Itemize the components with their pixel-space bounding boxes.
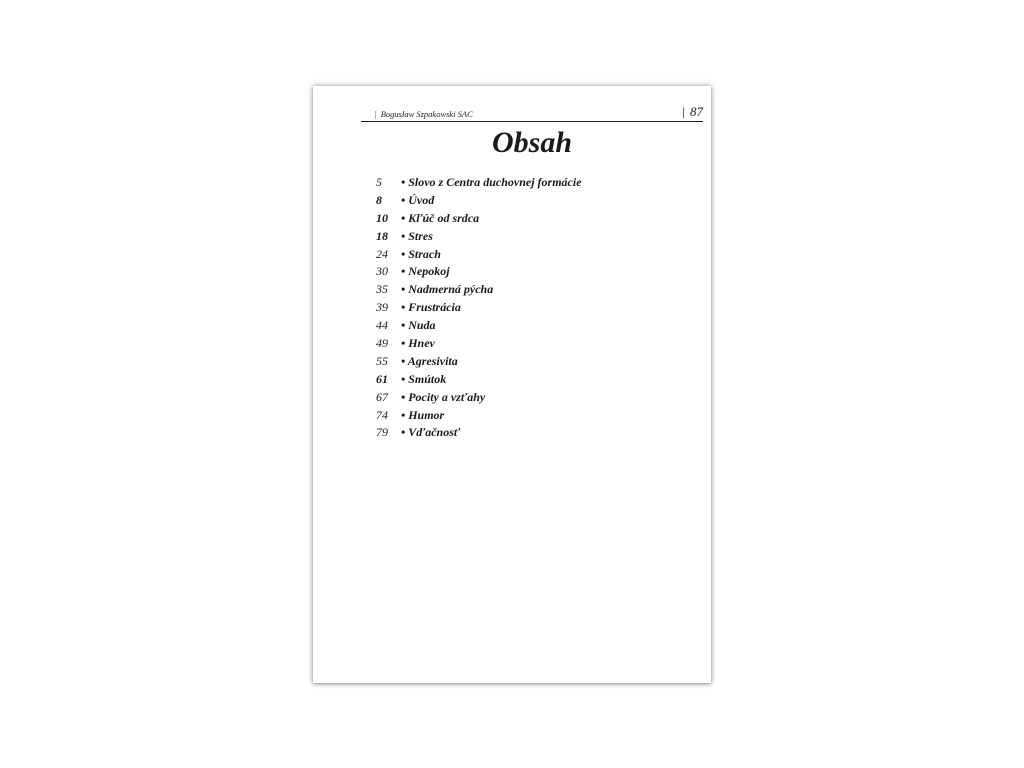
toc-page-number: 8 <box>376 192 382 207</box>
toc-page-number: 49 <box>376 336 388 351</box>
toc-page-number: 74 <box>376 407 388 422</box>
toc-chapter-title: • Agresivita <box>401 353 458 368</box>
toc-chapter-title: • Smútok <box>401 371 447 386</box>
toc-chapter-title: • Nuda <box>401 318 436 333</box>
toc-chapter-title: • Slovo z Centra duchovnej formácie <box>401 175 582 189</box>
toc-page-number: 39 <box>376 300 388 315</box>
toc-entry <box>376 389 582 407</box>
toc-page-number: 79 <box>376 425 388 440</box>
header-page-number: 87 <box>690 104 703 119</box>
header-author: Bogusław Szpakowski SAC <box>380 109 473 119</box>
header-separator: | <box>375 109 377 119</box>
toc-chapter-title: • Kľúč od srdca <box>401 210 480 225</box>
toc-entry <box>376 317 582 335</box>
book-page <box>313 86 711 683</box>
toc-page-number: 5 <box>376 175 382 189</box>
toc-chapter-title: • Nepokoj <box>401 264 450 279</box>
header-page-separator: | <box>682 104 685 119</box>
toc-entry <box>376 424 582 442</box>
page-title: Obsah <box>491 126 573 159</box>
toc-chapter-title: • Hnev <box>401 336 435 351</box>
toc-chapter-title: • Pocity a vzťahy <box>401 389 486 404</box>
toc-entry <box>376 263 582 281</box>
header-page-group <box>682 104 703 120</box>
toc-page-number: 44 <box>376 318 388 333</box>
toc-entry <box>376 299 582 317</box>
toc-entry <box>376 192 582 210</box>
toc-entry <box>376 353 582 371</box>
toc-page-number: 67 <box>376 389 388 404</box>
toc-entry <box>376 228 582 246</box>
toc-page-number: 30 <box>376 264 388 279</box>
toc-entry <box>376 335 582 353</box>
table-of-contents <box>376 174 582 442</box>
toc-entry <box>376 174 582 192</box>
toc-entry <box>376 281 582 299</box>
toc-chapter-title: • Stres <box>401 228 433 243</box>
toc-page-number: 61 <box>376 371 388 386</box>
toc-chapter-title: • Nadmerná pýcha <box>401 282 494 297</box>
toc-chapter-title: • Humor <box>401 407 445 422</box>
running-header <box>361 101 703 122</box>
toc-entry <box>376 371 582 389</box>
toc-chapter-title: • Úvod <box>401 192 435 207</box>
toc-page-number: 55 <box>376 353 388 368</box>
header-author-group <box>375 109 473 119</box>
toc-page-number: 35 <box>376 282 388 297</box>
toc-chapter-title: • Frustrácia <box>401 300 461 315</box>
toc-page-number: 18 <box>376 228 388 243</box>
toc-page-number: 10 <box>376 210 388 225</box>
toc-entry <box>376 246 582 264</box>
toc-entry <box>376 407 582 425</box>
toc-chapter-title: • Vďačnosť <box>401 425 461 440</box>
toc-chapter-title: • Strach <box>401 246 441 261</box>
toc-page-number: 24 <box>376 246 388 261</box>
toc-entry <box>376 210 582 228</box>
